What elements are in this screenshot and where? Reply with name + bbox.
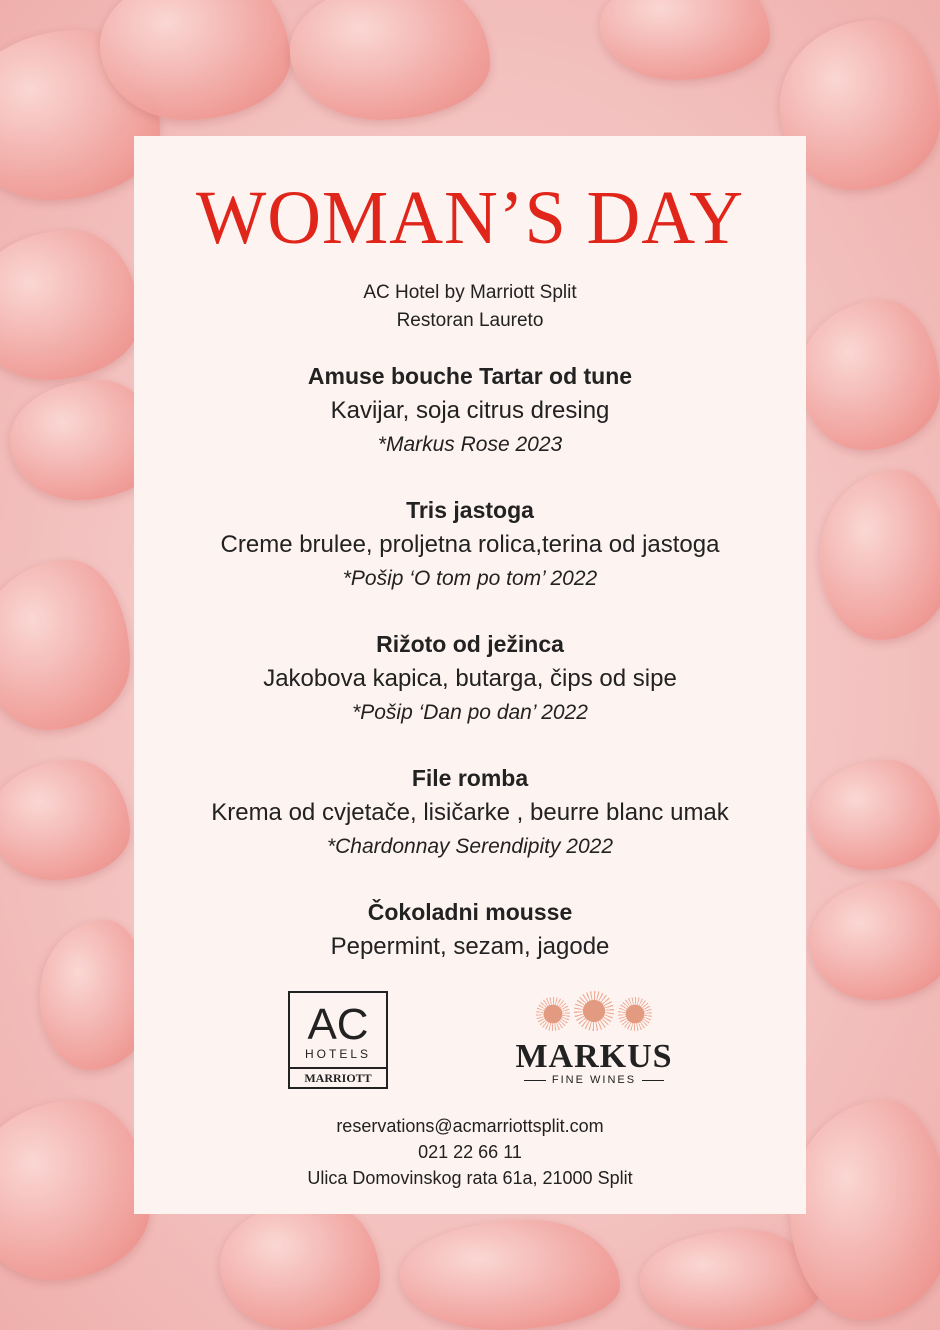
- ac-logo-hotels: HOTELS: [304, 1047, 371, 1061]
- hotel-name: AC Hotel by Marriott Split: [363, 282, 577, 303]
- wine-pairing: *Chardonnay Serendipity 2022: [326, 835, 614, 858]
- course-description: Jakobova kapica, butarga, čips od sipe: [263, 665, 677, 692]
- restaurant-name: Restoran Laureto: [396, 310, 544, 331]
- ac-logo-marriott: MARRIOTT: [290, 1067, 386, 1087]
- sun-icons: [514, 991, 674, 1036]
- course-description: Kavijar, soja citrus dresing: [330, 397, 610, 424]
- course-description: Pepermint, sezam, jagode: [330, 933, 610, 960]
- contact-address: Ulica Domovinskog rata 61a, 21000 Split: [307, 1168, 633, 1188]
- contact-phone[interactable]: 021 22 66 11: [418, 1142, 522, 1162]
- course-description: Creme brulee, proljetna rolica,terina od jastoga: [220, 531, 720, 558]
- page-title: WOMAN’S DAY: [195, 176, 745, 260]
- menu-card: [134, 136, 806, 1214]
- markus-name: MARKUS: [515, 1038, 673, 1075]
- course-name: Amuse bouche Tartar od tune: [307, 363, 633, 389]
- course-name: Tris jastoga: [406, 497, 534, 523]
- markus-logo: [514, 991, 674, 1086]
- ac-logo-text: AC: [307, 1000, 369, 1049]
- markus-tagline-row: [514, 1074, 674, 1086]
- course-name: Rižoto od ježinca: [376, 631, 564, 657]
- markus-tagline: FINE WINES: [551, 1074, 637, 1086]
- wine-pairing: *Markus Rose 2023: [377, 433, 563, 456]
- sun-icon: [618, 997, 652, 1031]
- sun-icon: [536, 997, 570, 1031]
- wine-pairing: *Pošip ‘O tom po tom’ 2022: [342, 567, 598, 590]
- course-name: File romba: [411, 765, 529, 791]
- course-description: Krema od cvjetače, lisičarke , beurre blanc umak: [211, 799, 729, 826]
- wine-pairing: *Pošip ‘Dan po dan’ 2022: [352, 701, 588, 724]
- contact-email[interactable]: reservations@acmarriottsplit.com: [336, 1116, 604, 1136]
- ac-hotels-logo: [288, 991, 388, 1089]
- sun-icon: [574, 991, 614, 1031]
- course-name: Čokoladni mousse: [367, 899, 573, 925]
